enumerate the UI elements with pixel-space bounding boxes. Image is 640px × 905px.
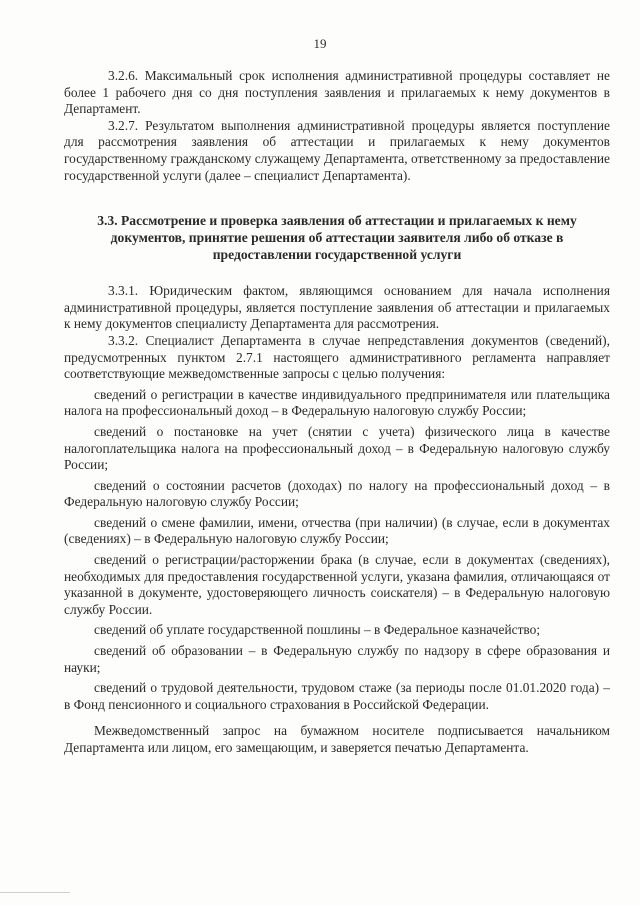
document-body (64, 68, 610, 757)
list-item: сведений об образовании – в Федеральную службу по надзору в сфере образования и науки; (64, 643, 610, 675)
list-item: сведений о постановке на учет (снятии с учета) физического лица в качестве налогоплательщика налога на профессиональный доход – в Федеральную налоговую службу России; (64, 423, 610, 473)
paragraph-final: Межведомственный запрос на бумажном носителе подписывается начальником Департамента или лицом, его замещающим, и заверяется печатью Департамента. (64, 723, 610, 755)
list-item: сведений о регистрации/расторжении брака (в случае, если в документах (сведениях), необходимых для предоставления государственной услуги, указана фамилия, отличающаяся от указанной в документе, удостоверяющего личность соискателя) – в Федеральную налоговую службу России. (64, 552, 610, 617)
page-edge-line (0, 892, 70, 893)
paragraph-3-3-1: 3.3.1. Юридическим фактом, являющимся основанием для начала исполнения административной процедуры, является поступление заявления об аттестации и прилагаемых к нему документов специалисту Департамента для рассмотрения. (64, 283, 610, 332)
paragraph-3-2-7: 3.2.7. Результатом выполнения административной процедуры является поступление для рассмотрения заявления об аттестации и прилагаемых к нему документов государственному гражданскому служащему Департамента, ответственному за предоставление государственной услуги (далее – специалист Департамента). (64, 117, 610, 183)
list-item: сведений об уплате государственной пошлины – в Федеральное казначейство; (94, 622, 541, 638)
section-heading-3-3: 3.3. Рассмотрение и проверка заявления об аттестации и прилагаемых к нему документов, принятие решения об аттестации заявителя либо об отказе в предоставлении государственной услуги (97, 213, 577, 263)
list-item: сведений о смене фамилии, имени, отчества (при наличии) (в случае, если в документах (сведениях) – в Федеральную налоговую службу России; (64, 514, 610, 547)
list-item: сведений о состоянии расчетов (доходах) по налогу на профессиональный доход – в Федеральную налоговую службу России; (64, 477, 610, 510)
page-number: 19 (313, 36, 327, 51)
paragraph-3-3-2: 3.3.2. Специалист Департамента в случае непредставления документов (сведений), предусмотренных пунктом 2.7.1 настоящего административного регламента направляет соответствующие межведомственные запросы с целью получения: (64, 332, 610, 382)
list-item: сведений о регистрации в качестве индивидуального предпринимателя или плательщика налога на профессиональный доход – в Федеральную налоговую службу России; (64, 386, 610, 419)
list-item: сведений о трудовой деятельности, трудовом стаже (за периоды после 01.01.2020 года) – в Фонд пенсионного и социального страхования в Российской Федерации. (64, 680, 610, 712)
paragraph-3-2-6: 3.2.6. Максимальный срок исполнения административной процедуры составляет не более 1 рабочего дня со дня поступления заявления и прилагаемых к нему документов в Департамент. (64, 68, 610, 117)
